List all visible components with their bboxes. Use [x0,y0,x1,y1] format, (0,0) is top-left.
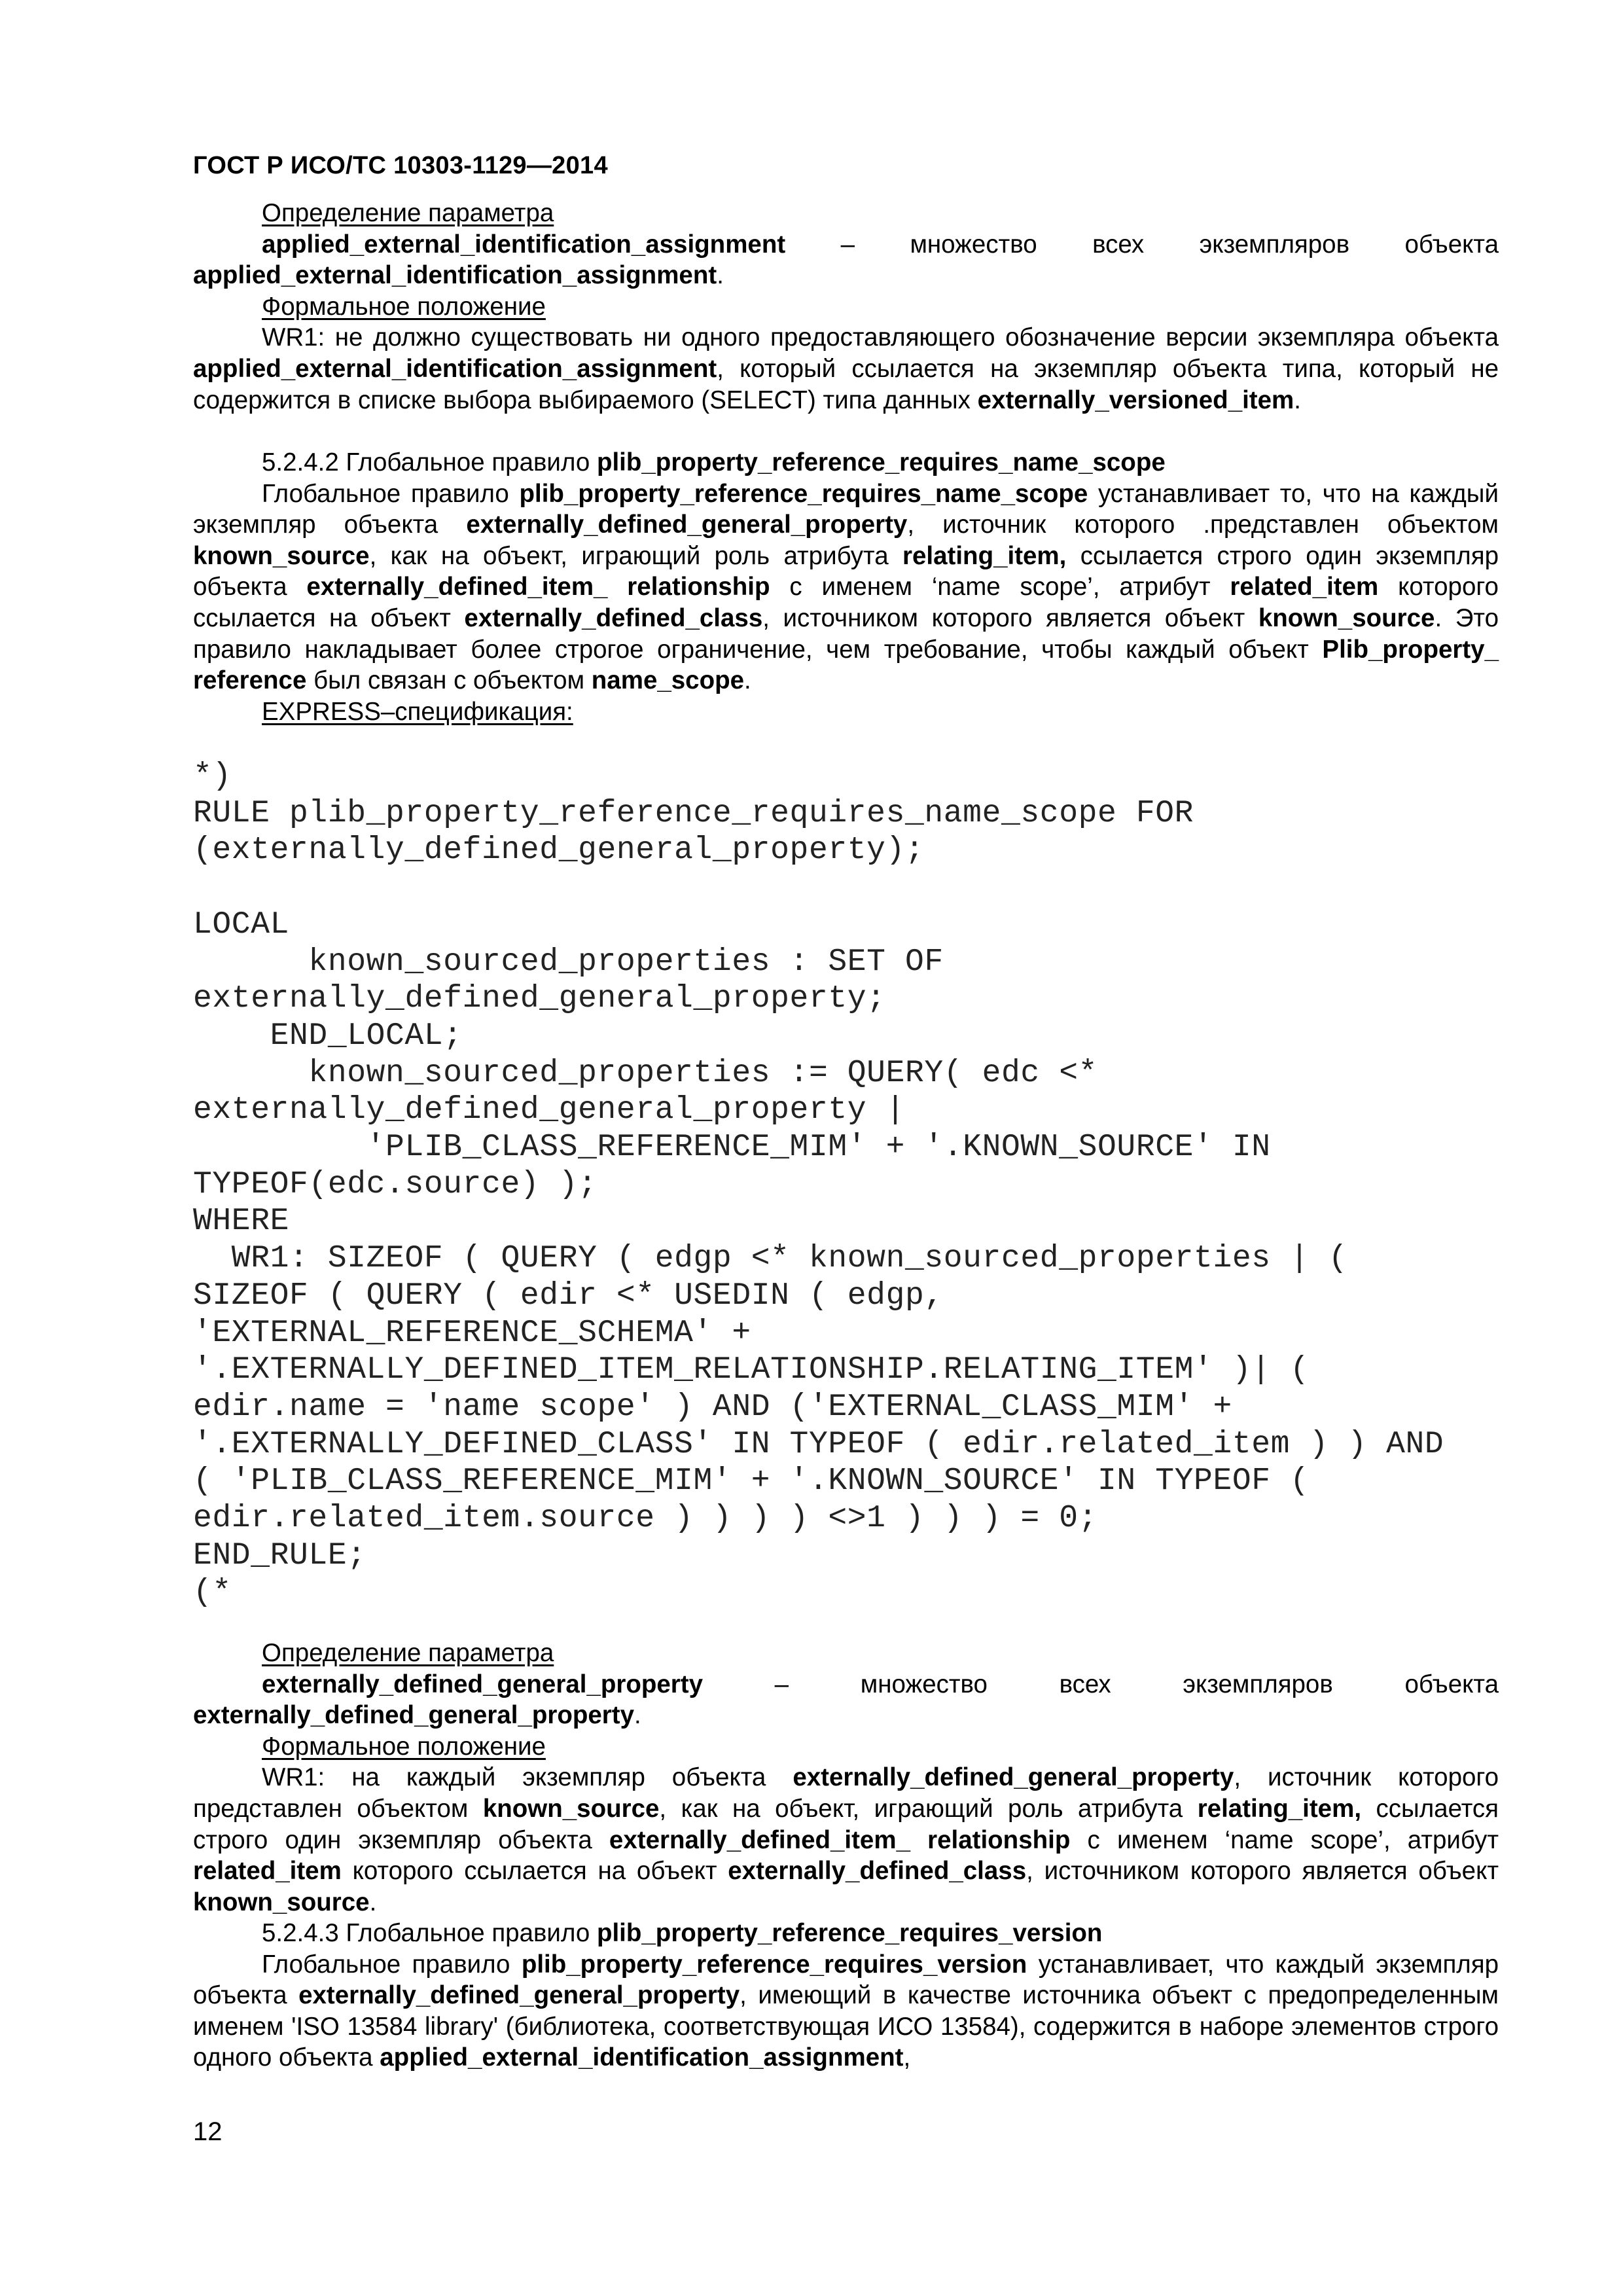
text: , источник которого представлен объектом [193,1763,1499,1823]
code-line: 'EXTERNAL_REFERENCE_SCHEMA' + [193,1315,751,1351]
param-definition-line [193,229,1499,260]
text: , [903,2043,911,2072]
bold-term: known_source [1258,603,1435,632]
heading-name: plib_property_reference_requires_name_scope [596,448,1166,476]
code-line: (* [193,1575,232,1611]
code-line: RULE plib_property_reference_requires_name_scope FOR [193,795,1194,831]
code-line: WHERE [193,1204,290,1240]
formal-label: Формальное положение [262,1732,546,1761]
text: , источником которого является объект [762,603,1245,632]
param-text: множество всех экземпляров объекта [910,230,1499,259]
param-text: множество всех экземпляров объекта [860,1670,1499,1698]
bold-term: externally_defined_general_property [793,1763,1234,1792]
code-line [193,869,1502,906]
text: , имеющий в качестве источника объект с предопределенным именем 'ISO 13584 library' (библиотека, соответствующая ИСО 13584), содержится в наборе элементов строго одного объекта [193,1981,1499,2072]
code-line: SIZEOF ( QUERY ( edir <* USEDIN ( edgp, [193,1278,944,1314]
bold-term: plib_property_reference_requires_version [521,1950,1027,1979]
wr1-text-c: , который ссылается на экземпляр объекта типа, который не содержится в списке выбора выбираемого (SELECT) типа данных [193,354,1499,414]
param-definition-line2 [193,1700,1499,1731]
text: с именем ‘name scope’, атрибут [789,573,1211,601]
wr1-text-a: WR1: не должно существовать ни одного предоставляющего обозначение версии экземпляра объекта [262,323,1499,352]
formal-label: Формальное положение [262,292,546,321]
section-5-2-4-2 [193,447,1499,727]
heading-number: 5.2.4.3 Глобальное правило [262,1919,590,1947]
code-line: externally_defined_general_property | [193,1092,905,1128]
text: , источник которого .представлен объектом [907,511,1499,539]
bold-term: known_source [482,1794,660,1823]
bold-term: externally_defined_general_property [298,1981,740,2010]
bold-term: name_scope [591,666,745,695]
text: Глобальное правило [262,479,509,508]
wr1-paragraph [193,1762,1499,1918]
code-line: ( 'PLIB_CLASS_REFERENCE_MIM' + '.KNOWN_SOURCE' IN TYPEOF ( [193,1463,1310,1499]
bold-term: relating_item, [1197,1794,1362,1823]
heading-name: plib_property_reference_requires_version [596,1919,1103,1947]
section-parameter-definition-2 [193,1638,1499,1918]
document-header: ГОСТ Р ИСО/ТС 10303-1129—2014 [193,152,608,179]
text: устанавливает, что каждый экземпляр объекта [193,1950,1499,2010]
period: . [717,261,724,290]
param-def-label: Определение параметра [262,199,554,227]
wr1-text-e: . [1294,386,1301,414]
code-line: 'PLIB_CLASS_REFERENCE_MIM' + '.KNOWN_SOURCE' IN [193,1130,1271,1166]
text: , как на объект, играющий роль атрибута [659,1794,1183,1823]
bold-term: Plib_property_ reference [193,635,1499,695]
text: ссылается строго один экземпляр объекта [193,1794,1499,1854]
param-definition-line [193,1669,1499,1700]
bold-term: known_source [193,1888,370,1916]
code-line: (externally_defined_general_property); [193,833,925,869]
code-line: *) [193,759,232,794]
bold-term: related_item [193,1857,342,1886]
section-5-2-4-3 [193,1918,1499,2073]
heading-5-2-4-2 [193,447,1499,478]
page-number: 12 [193,2117,223,2146]
rule-description-paragraph [193,1949,1499,2073]
bold-term: externally_defined_general_property [466,511,908,539]
text: . [369,1888,377,1916]
text: которого ссылается на объект [352,1857,717,1886]
param-definition-line2 [193,260,1499,291]
code-line: edir.related_item.source ) ) ) ) <>1 ) ) ) = 0; [193,1501,1098,1537]
heading-number: 5.2.4.2 Глобальное правило [262,448,590,476]
param-def-label: Определение параметра [262,1639,554,1667]
code-line: TYPEOF(edc.source) ); [193,1166,597,1202]
text: ссылается строго один экземпляр объекта [193,541,1499,601]
code-line: '.EXTERNALLY_DEFINED_CLASS' IN TYPEOF ( edir.related_item ) ) AND [193,1426,1444,1462]
text: был связан с объектом [313,666,585,695]
code-line: known_sourced_properties := QUERY( edc <* [193,1055,1098,1091]
code-line: edir.name = 'name scope' ) AND ('EXTERNAL_CLASS_MIM' + [193,1389,1232,1425]
heading-5-2-4-3 [193,1918,1499,1949]
text: WR1: на каждый экземпляр объекта [262,1763,766,1792]
param-name-2: applied_external_identification_assignment [193,261,717,290]
wr1-bold-d: externally_versioned_item [977,386,1294,414]
bold-term: applied_external_identification_assignment [380,2043,904,2072]
code-line: END_LOCAL; [193,1018,463,1054]
code-line: '.EXTERNALLY_DEFINED_ITEM_RELATIONSHIP.RELATING_ITEM' )| ( [193,1352,1310,1388]
section-parameter-definition-1 [193,198,1499,416]
param-dash: – [840,230,855,259]
code-line: externally_defined_general_property; [193,981,886,1017]
text: с именем ‘name scope’, атрибут [1087,1825,1499,1854]
bold-term: externally_defined_class [464,603,763,632]
bold-term: relating_item, [902,541,1067,570]
rule-description-paragraph [193,478,1499,696]
bold-term: related_item [1230,573,1379,601]
bold-term: externally_defined_item_ relationship [306,573,770,601]
text: устанавливает то, что на каждый экземпляр объекта [193,479,1499,539]
text: Глобальное правило [262,1950,510,1979]
param-name: applied_external_identification_assignment [262,230,786,259]
wr1-bold-b: applied_external_identification_assignment [193,354,717,383]
param-name-2: externally_defined_general_property [193,1701,635,1730]
express-code-block [193,758,1502,1611]
text: . Это правило накладывает более строгое ограничение, чем требование, чтобы каждый объект [193,603,1499,664]
express-spec-label: EXPRESS–спецификация: [262,697,573,726]
period: . [634,1701,641,1730]
wr1-paragraph [193,322,1499,416]
code-line: END_RULE; [193,1537,366,1573]
text: , как на объект, играющий роль атрибута [369,541,889,570]
code-line: known_sourced_properties : SET OF [193,944,944,980]
bold-term: externally_defined_item_ relationship [609,1825,1071,1854]
text: . [744,666,751,695]
bold-term: externally_defined_class [728,1857,1027,1886]
text: которого ссылается на объект [193,573,1499,632]
param-name: externally_defined_general_property [262,1670,704,1698]
text: , источником которого является объект [1026,1857,1499,1886]
param-dash: – [774,1670,789,1698]
bold-term: plib_property_reference_requires_name_scope [519,479,1088,508]
code-line: LOCAL [193,906,290,942]
code-line: WR1: SIZEOF ( QUERY ( edgp <* known_sourced_properties | ( [193,1241,1348,1277]
bold-term: known_source [193,541,370,570]
